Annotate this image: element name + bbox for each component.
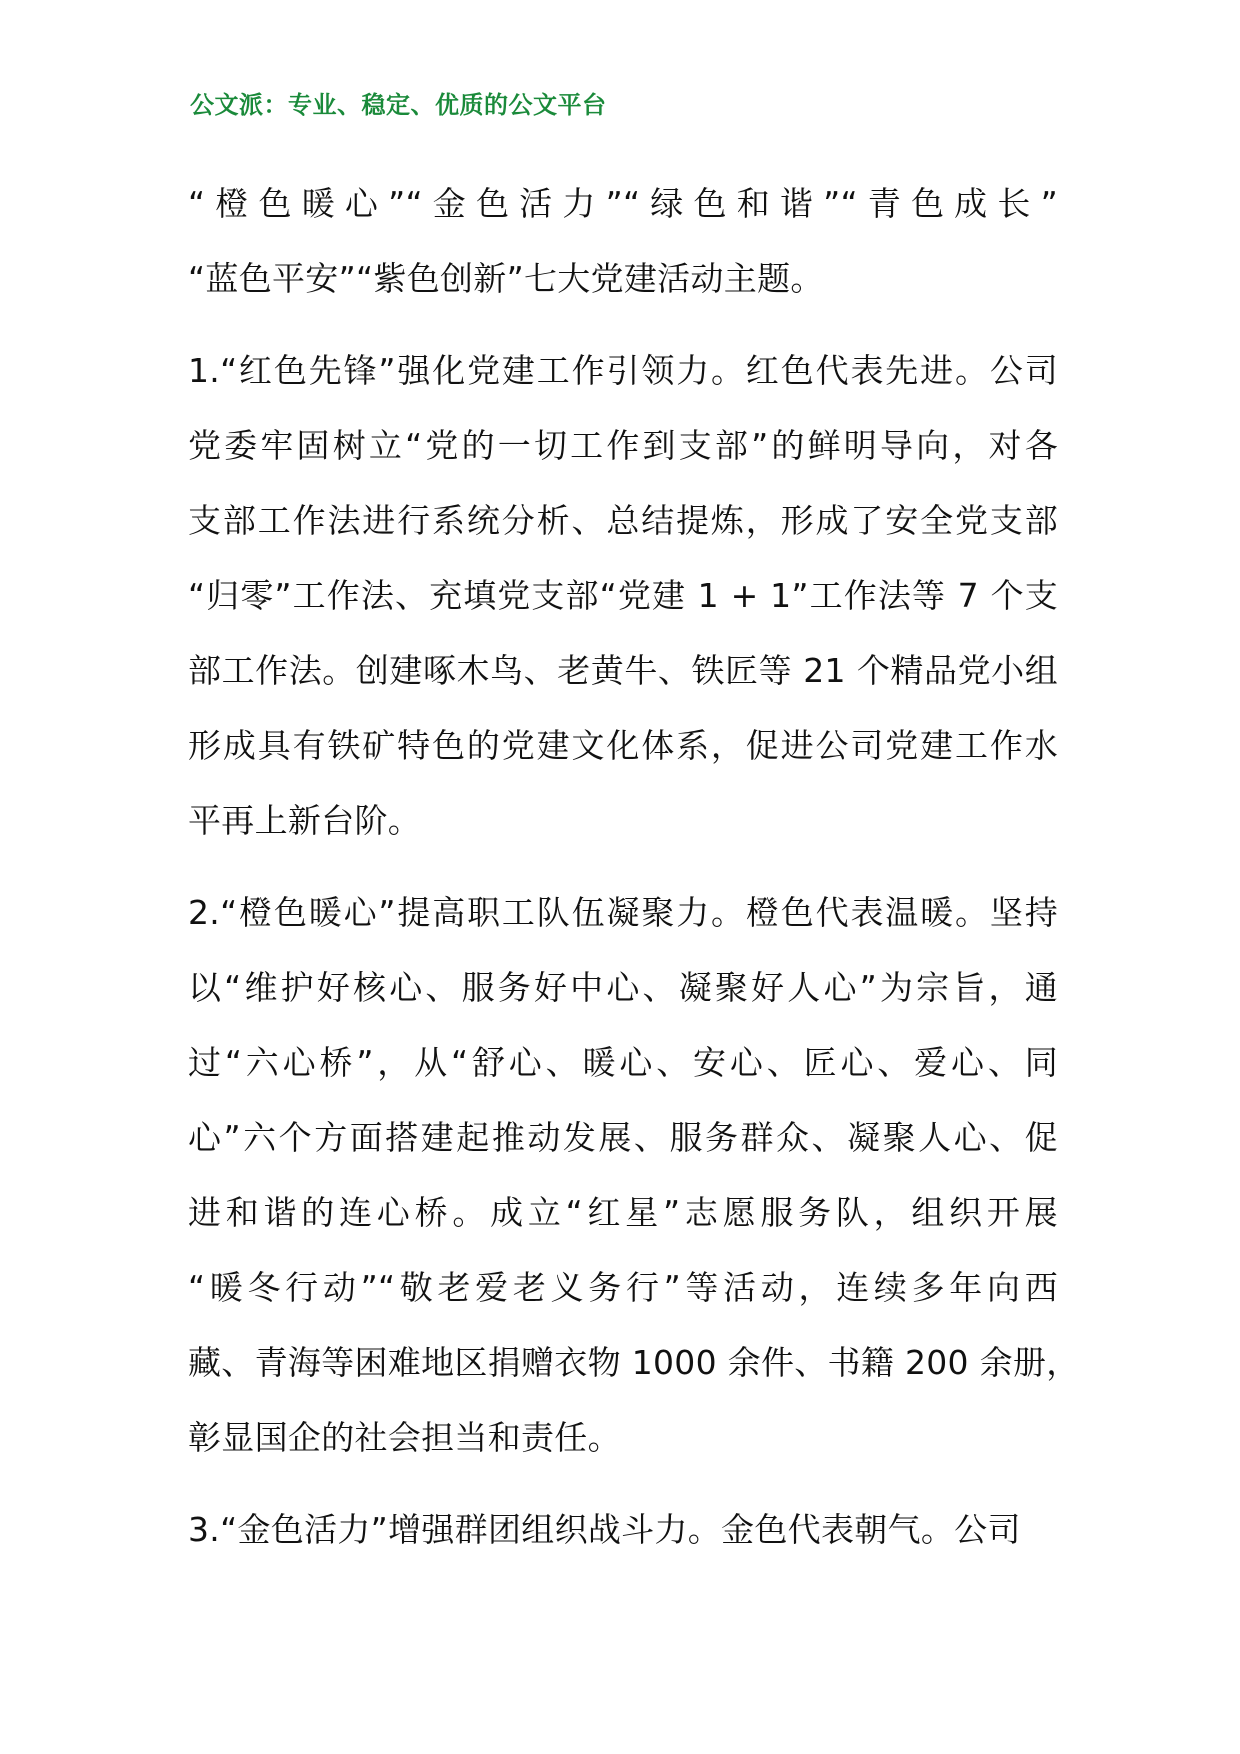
text-line: “橙色暖心”“金色活力”“绿色和谐”“青色成长” <box>188 184 1058 223</box>
text-line: 1.“红色先锋”强化党建工作引领力。红色代表先进。公司 <box>188 351 1058 390</box>
text-line: 3.“金色活力”增强群团组织战斗力。金色代表朝气。公司 <box>188 1510 1021 1549</box>
text-line: 党委牢固树立“党的一切工作到支部”的鲜明导向，对各 <box>188 426 1058 465</box>
document-body <box>188 166 1080 1584</box>
text-line: 心”六个方面搭建起推动发展、服务群众、凝聚人心、促 <box>188 1118 1058 1157</box>
paragraph <box>188 166 1058 316</box>
text-line: “蓝色平安”“紫色创新”七大党建活动主题。 <box>188 259 824 298</box>
paragraph <box>188 333 1058 858</box>
text-line: 部工作法。创建啄木鸟、老黄牛、铁匠等 21 个精品党小组 <box>188 651 1058 690</box>
text-line: 进和谐的连心桥。成立“红星”志愿服务队，组织开展 <box>188 1193 1058 1232</box>
paragraph <box>188 1492 1058 1567</box>
text-line: 形成具有铁矿特色的党建文化体系，促进公司党建工作水 <box>188 726 1058 765</box>
text-line: 藏、青海等困难地区捐赠衣物 1000 余件、书籍 200 余册， <box>188 1343 1080 1382</box>
text-line: 以“维护好核心、服务好中心、凝聚好人心”为宗旨，通 <box>188 968 1058 1007</box>
header-title: 公文派：专业、稳定、优质的公文平台 <box>190 91 607 119</box>
paragraph <box>188 875 1080 1475</box>
text-line: “归零”工作法、充填党支部“党建 1 + 1”工作法等 7 个支 <box>188 576 1058 615</box>
text-line: 支部工作法进行系统分析、总结提炼，形成了安全党支部 <box>188 501 1058 540</box>
text-line: 平再上新台阶。 <box>188 801 422 840</box>
text-line: 2.“橙色暖心”提高职工队伍凝聚力。橙色代表温暖。坚持 <box>188 893 1058 932</box>
text-line: “暖冬行动”“敬老爱老义务行”等活动，连续多年向西 <box>188 1268 1058 1307</box>
text-line: 过“六心桥”，从“舒心、暖心、安心、匠心、爱心、同 <box>188 1043 1058 1082</box>
text-line: 彰显国企的社会担当和责任。 <box>188 1418 621 1457</box>
